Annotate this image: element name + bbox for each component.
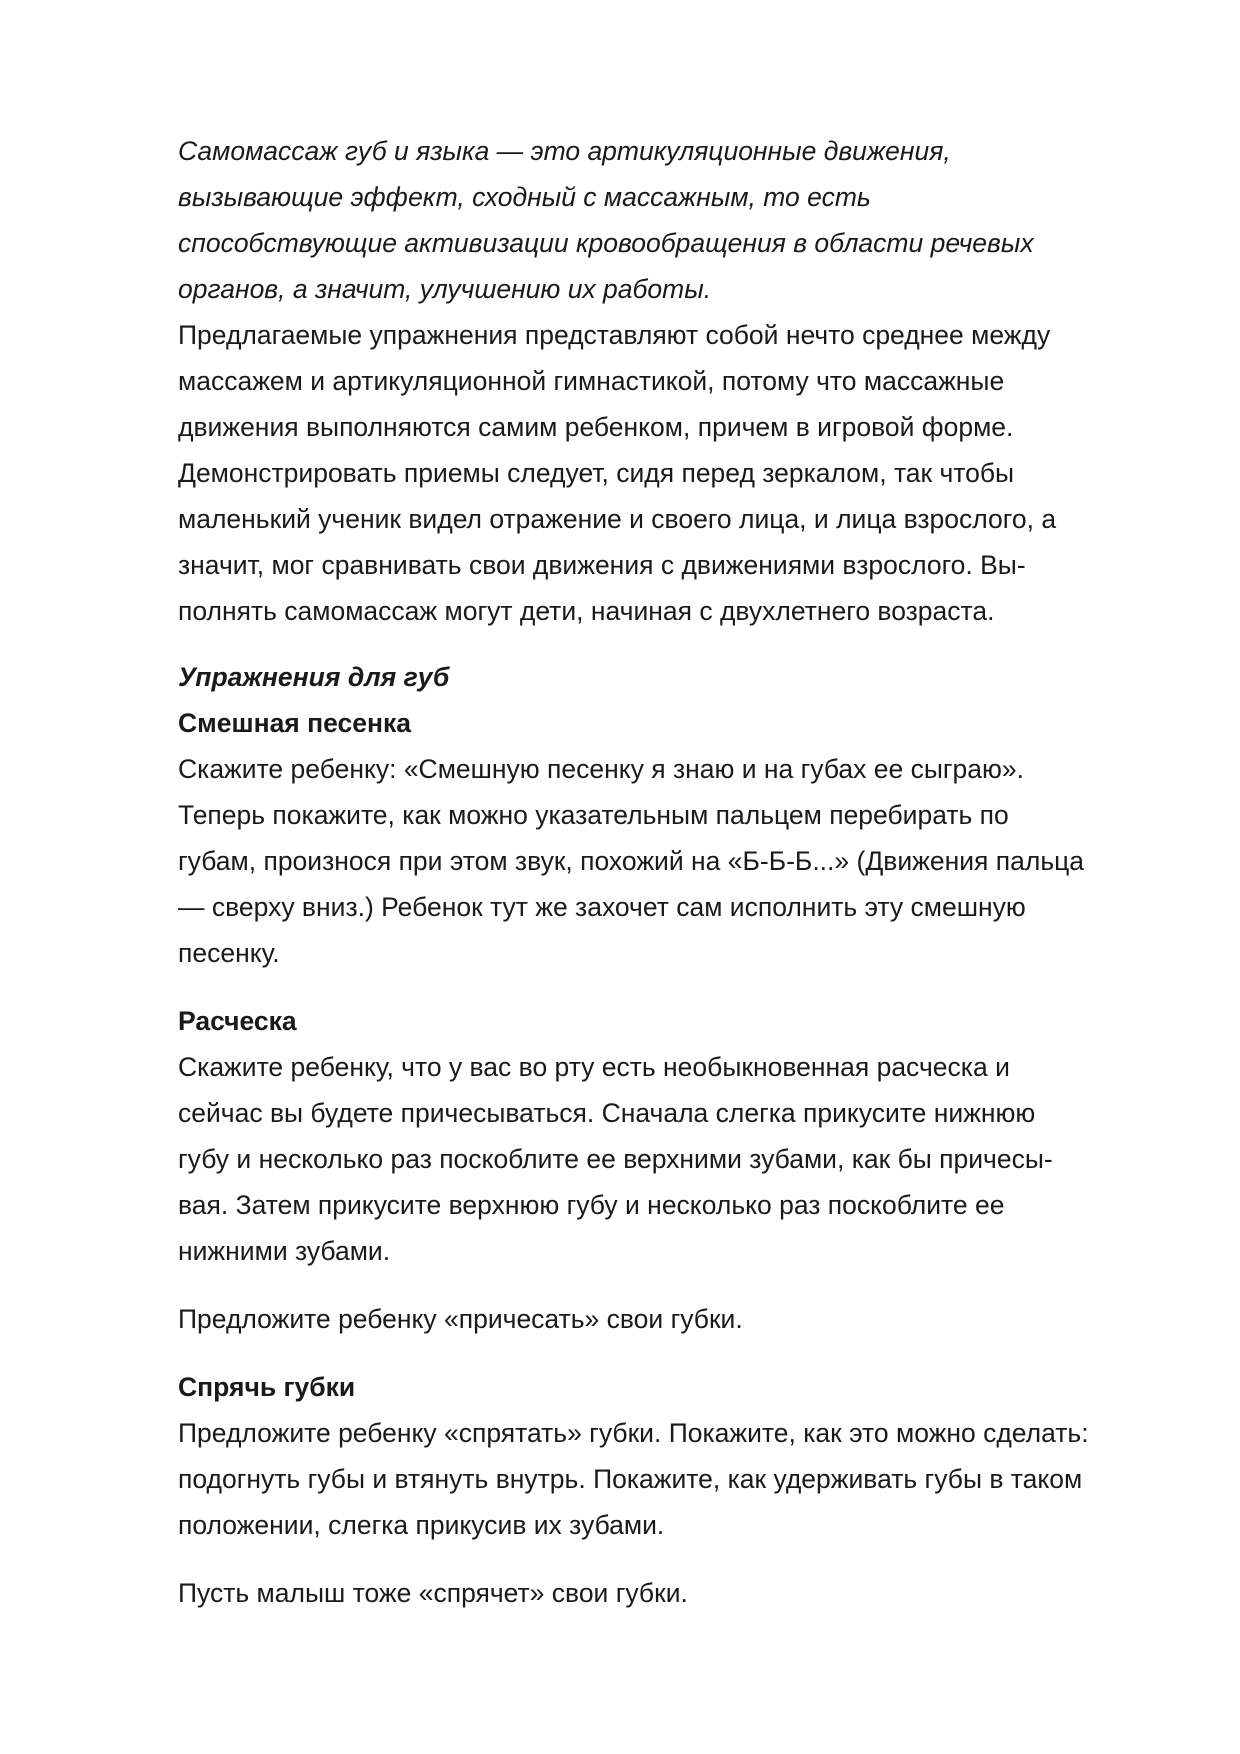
text-line: Самомассаж губ и языка — это артикуляционные движения, [178,136,951,166]
text-line: массажем и артикуляционной гимнастикой, потому что массажные [178,366,1005,396]
text-line: — сверху вниз.) Ребенок тут же захочет сам исполнить эту смешную [178,892,1026,922]
text-line: песенку. [178,938,280,968]
exercise-funny-song [178,700,1168,976]
exercise-comb [178,998,1168,1342]
text-line: полнять самомассаж могут дети, начиная с двухлетнего возраста. [178,596,995,626]
intro-italic-paragraph [178,128,1168,312]
text-line: движения выполняются самим ребенком, причем в игровой форме. [178,412,1014,442]
text-line: органов, а значит, улучшению их работы. [178,274,712,304]
text-line: нижними зубами. [178,1236,391,1266]
text-line: способствующие активизации кровообращения в области речевых [178,228,1034,258]
text-line: Предлагаемые упражнения представляют собой нечто среднее между [178,320,1051,350]
exercise-title: Смешная песенка [178,708,412,738]
text-line: Скажите ребенку: «Смешную песенку я знаю и на губах ее сыграю». [178,754,1025,784]
document-page [178,128,1168,1616]
text-line: Скажите ребенку, что у вас во рту есть необыкновенная расческа и [178,1052,1010,1082]
text-line: маленький ученик видел отражение и своего лица, и лица взрослого, а [178,504,1057,534]
text-line: положении, слегка прикусив их зубами. [178,1510,665,1540]
exercise-title: Спрячь губки [178,1372,356,1402]
text-line: губам, произнося при этом звук, похожий на «Б-Б-Б...» (Движения пальца [178,846,1085,876]
exercise-title: Расческа [178,1006,297,1036]
text-line: Предложите ребенку «причесать» свои губки. [178,1304,743,1334]
section-title: Упражнения для губ [178,662,450,692]
text-line: вызывающие эффект, сходный с массажным, то есть [178,182,871,212]
exercise-hide-lips [178,1364,1168,1616]
text-line: подогнуть губы и втянуть внутрь. Покажите, как удерживать губы в таком [178,1464,1083,1494]
text-line: Демонстрировать приемы следует, сидя перед зеркалом, так чтобы [178,458,1015,488]
text-line: Пусть малыш тоже «спрячет» свои губки. [178,1578,688,1608]
text-line: Предложите ребенку «спрятать» губки. Покажите, как это можно сделать: [178,1418,1089,1448]
text-line: значит, мог сравнивать свои движения с движениями взрослого. Вы- [178,550,1026,580]
text-line: сейчас вы будете причесываться. Сначала слегка прикусите нижнюю [178,1098,1036,1128]
text-line: губу и несколько раз поскоблите ее верхними зубами, как бы причесы- [178,1144,1053,1174]
text-line: вая. Затем прикусите верхнюю губу и несколько раз поскоблите ее [178,1190,1005,1220]
intro-paragraph [178,312,1168,634]
text-line: Теперь покажите, как можно указательным пальцем перебирать по [178,800,1009,830]
